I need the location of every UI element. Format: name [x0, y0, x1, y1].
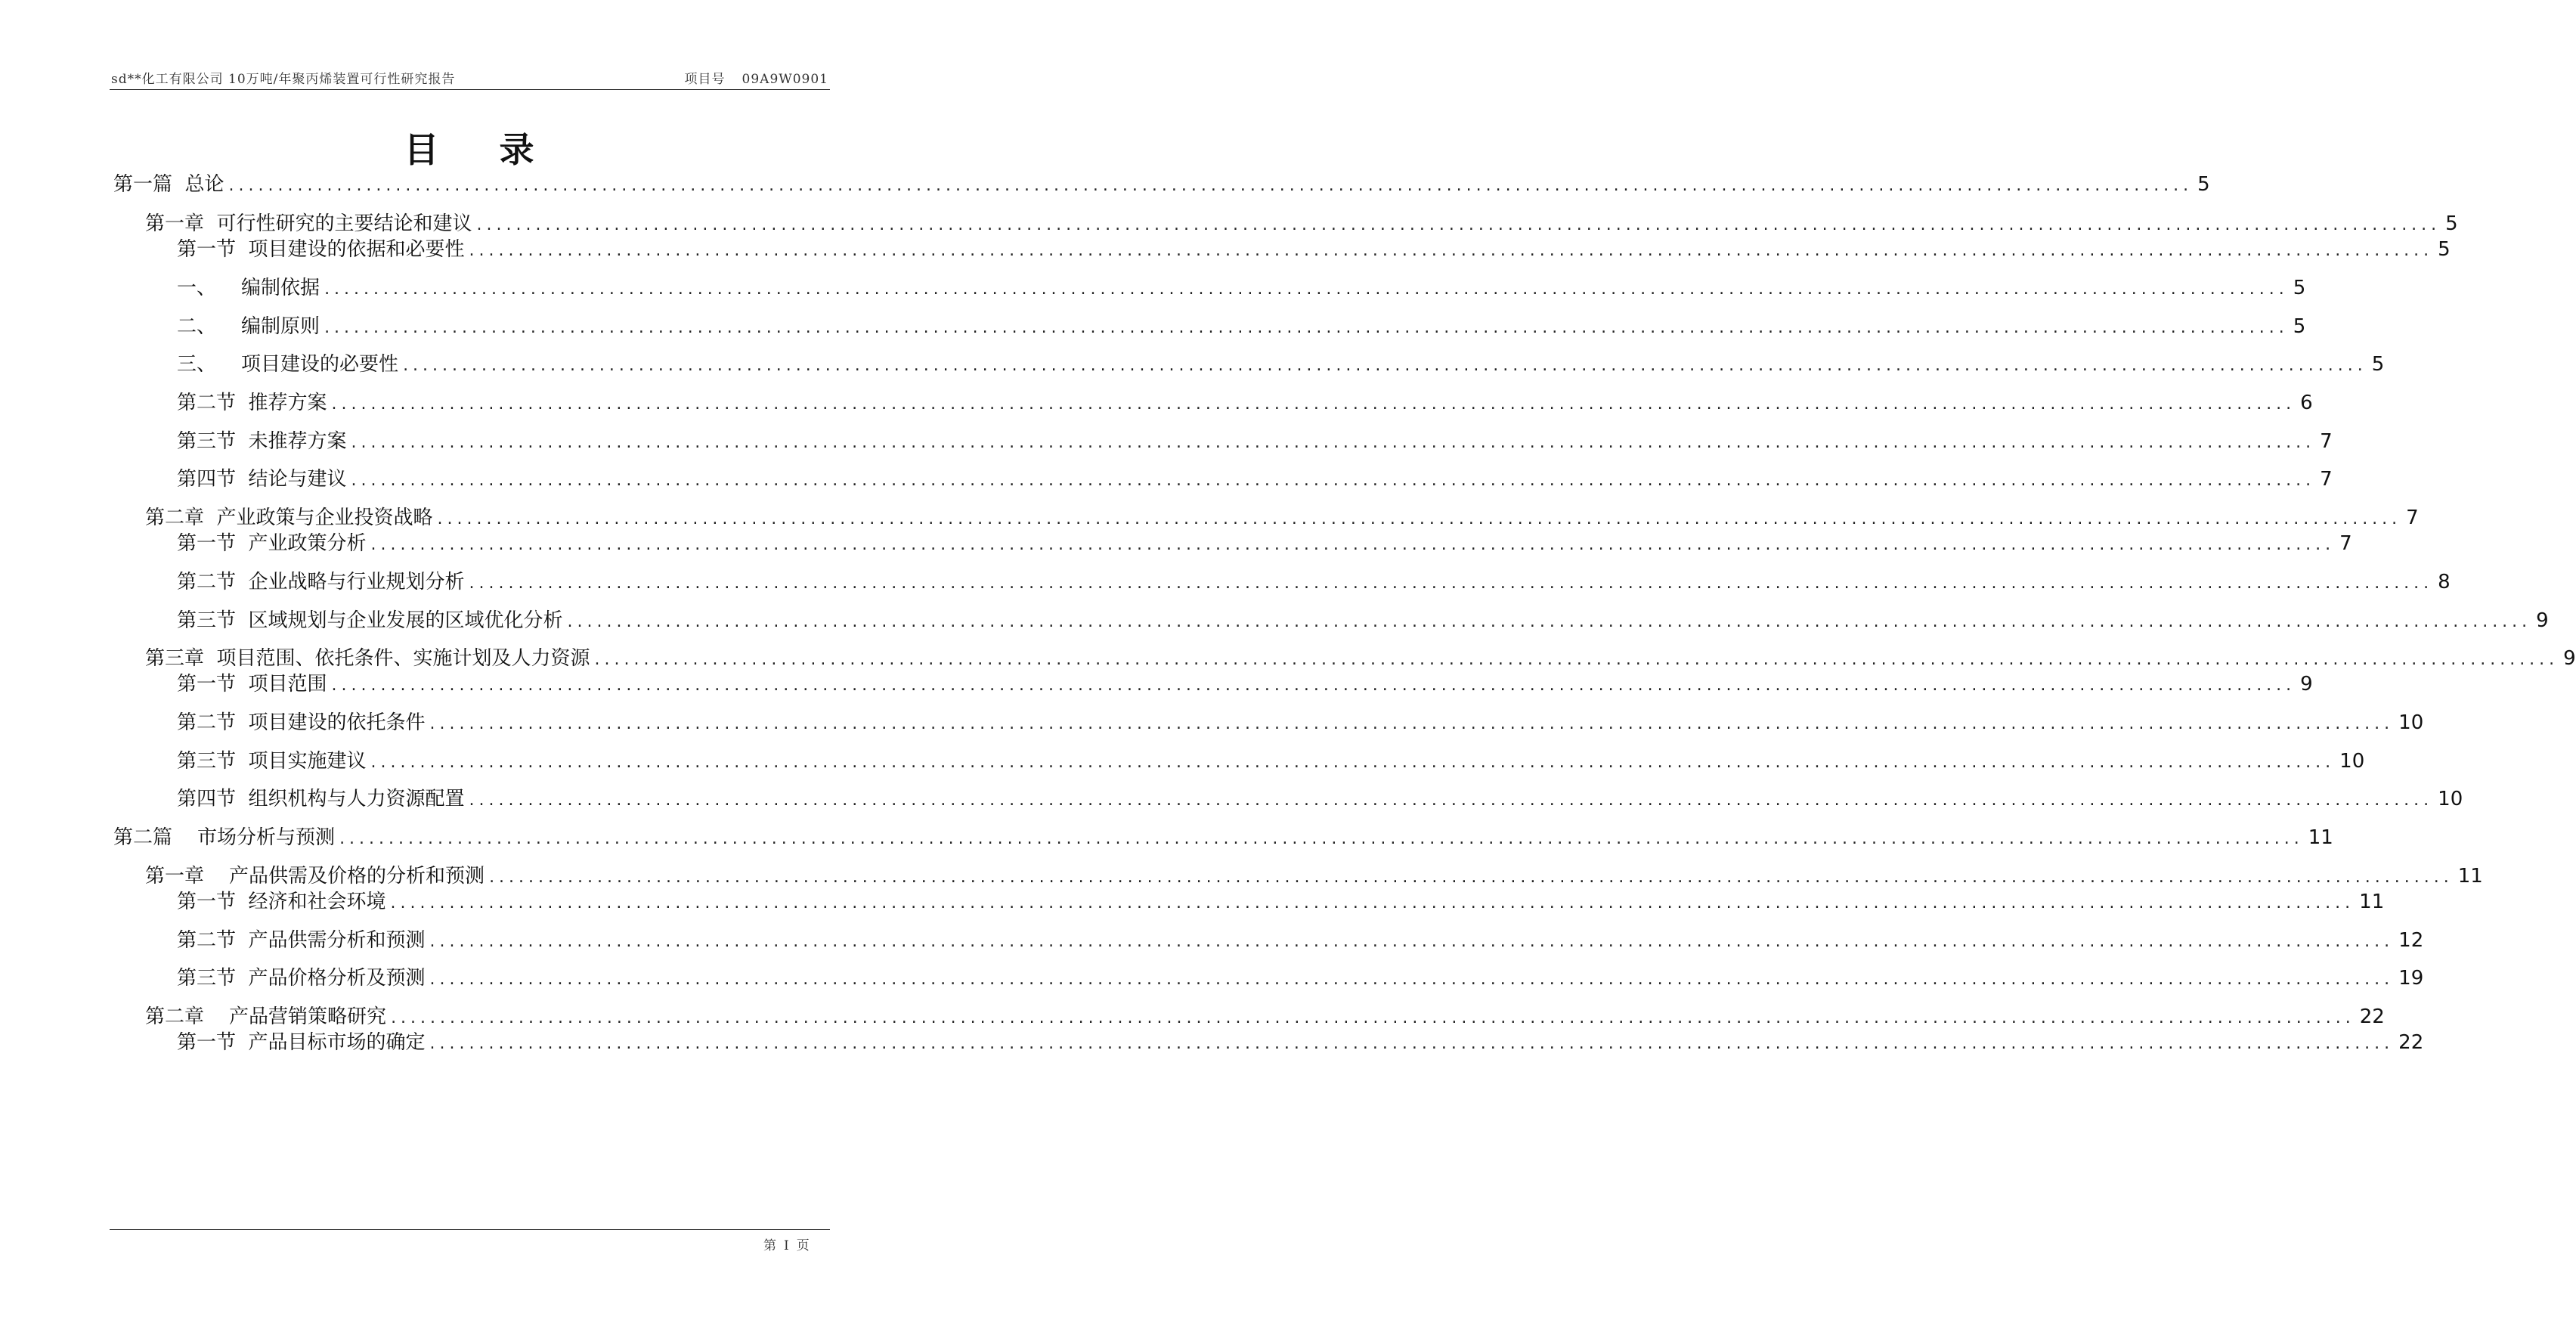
toc-entry-label: 三、 项目建设的必要性	[177, 353, 399, 376]
toc-entry-label: 一、 编制依据	[177, 277, 320, 299]
toc-leader-dots: ........................................................................................................................................................................................................	[331, 676, 2296, 695]
toc-leader-dots: ........................................................................................................................................................................................................	[567, 612, 2532, 631]
toc-entry[interactable]	[145, 864, 2483, 890]
toc-entry[interactable]	[177, 467, 2333, 493]
toc-leader-dots: ........................................................................................................................................................................................................	[324, 280, 2289, 299]
toc-entry-label: 第三节 区域规划与企业发展的区域优化分析	[177, 609, 563, 632]
toc-leader-dots: ........................................................................................................................................................................................................	[351, 471, 2316, 490]
toc-entry[interactable]	[177, 531, 2352, 557]
toc-entry-label: 第二节 项目建设的依托条件	[177, 711, 426, 734]
toc-entry[interactable]	[145, 1005, 2385, 1030]
toc-entry-page: 5	[2438, 238, 2451, 261]
toc-entry-label: 第一节 项目建设的依据和必要性	[177, 238, 465, 261]
toc-leader-dots: ........................................................................................................................................................................................................	[351, 433, 2316, 452]
toc-entry-page: 11	[2359, 891, 2385, 913]
toc-entry-page: 12	[2398, 929, 2424, 952]
toc-leader-dots: ........................................................................................................................................................................................................	[390, 894, 2355, 912]
page-footer	[763, 1235, 810, 1253]
toc-leader-dots: ........................................................................................................................................................................................................	[594, 650, 2559, 669]
toc-entry[interactable]	[177, 787, 2463, 813]
toc-entry-page: 22	[2398, 1031, 2424, 1054]
toc-entry[interactable]	[177, 237, 2451, 263]
toc-leader-dots: ........................................................................................................................................................................................................	[469, 574, 2434, 593]
toc-entry-page: 9	[2300, 673, 2313, 696]
toc-entry[interactable]	[177, 890, 2385, 915]
toc-leader-dots: ........................................................................................................................................................................................................	[429, 714, 2395, 733]
toc-entry-label: 第二节 产品供需分析和预测	[177, 929, 426, 952]
toc-leader-dots: ........................................................................................................................................................................................................	[489, 868, 2454, 887]
toc-entry[interactable]	[177, 711, 2424, 736]
toc-leader-dots: ........................................................................................................................................................................................................	[391, 1008, 2355, 1027]
toc-leader-dots: ........................................................................................................................................................................................................	[370, 535, 2336, 554]
toc-entry-label: 第二节 企业战略与行业规划分析	[177, 571, 465, 593]
toc-entry[interactable]	[177, 314, 2306, 340]
toc-leader-dots: ........................................................................................................................................................................................................	[429, 970, 2395, 989]
toc-entry-label: 第二章 产品营销策略研究	[145, 1005, 387, 1028]
toc-leader-dots: ........................................................................................................................................................................................................	[228, 176, 2194, 195]
toc-entry[interactable]	[113, 172, 2210, 198]
toc-entry[interactable]	[145, 646, 2576, 672]
header-project-no: 09A9W0901	[742, 72, 828, 87]
toc-leader-dots: ........................................................................................................................................................................................................	[403, 356, 2367, 375]
toc-leader-dots: ........................................................................................................................................................................................................	[469, 791, 2434, 810]
toc-leader-dots: ........................................................................................................................................................................................................	[324, 318, 2289, 337]
toc-entry-page: 10	[2339, 750, 2365, 773]
toc-entry-page: 5	[2197, 173, 2210, 196]
toc-entry[interactable]	[177, 352, 2385, 378]
toc-entry-page: 10	[2438, 788, 2463, 810]
toc-entry-page: 5	[2293, 277, 2306, 299]
toc-entry-page: 8	[2438, 571, 2451, 593]
toc-entry[interactable]	[113, 826, 2333, 851]
toc-entry-label: 第四节 结论与建议	[177, 468, 347, 491]
header-project-number	[685, 68, 828, 87]
toc-entry-label: 第一章 可行性研究的主要结论和建议	[145, 212, 472, 235]
toc-entry-page: 22	[2359, 1005, 2385, 1028]
toc-leader-dots: ........................................................................................................................................................................................................	[339, 829, 2304, 848]
toc-entry-page: 6	[2300, 392, 2313, 414]
toc-entry[interactable]	[145, 212, 2458, 237]
toc-entry-label: 第二篇 市场分析与预测	[113, 826, 336, 849]
toc-entry-page: 11	[2308, 826, 2333, 849]
toc-entry-page: 5	[2371, 353, 2385, 376]
toc-entry[interactable]	[177, 1030, 2424, 1056]
toc-entry[interactable]	[177, 928, 2424, 954]
toc-entry-page: 9	[2563, 647, 2576, 670]
page-title: 目录	[404, 129, 595, 170]
toc-entry-label: 第三章 项目范围、依托条件、实施计划及人力资源	[145, 647, 590, 670]
toc-entry[interactable]	[177, 276, 2306, 302]
toc-leader-dots: ........................................................................................................................................................................................................	[476, 215, 2441, 234]
toc-entry-page: 7	[2406, 507, 2419, 529]
toc-entry-label: 第一节 项目范围	[177, 673, 327, 696]
toc-leader-dots: ........................................................................................................................................................................................................	[469, 241, 2434, 260]
toc-leader-dots: ........................................................................................................................................................................................................	[429, 932, 2395, 951]
toc-leader-dots: ........................................................................................................................................................................................................	[429, 1034, 2395, 1053]
toc-entry-label: 二、 编制原则	[177, 315, 320, 338]
footer-divider	[110, 1229, 830, 1230]
toc-entry-page: 19	[2398, 967, 2424, 990]
toc-entry-label: 第三节 项目实施建议	[177, 750, 367, 773]
toc-entry-label: 第一篇 总论	[113, 173, 224, 196]
header-project-label: 项目号	[684, 72, 726, 87]
footer-suffix: 页	[796, 1238, 810, 1253]
toc-entry-page: 7	[2320, 468, 2333, 491]
toc-entry[interactable]	[177, 749, 2365, 775]
footer-page-number: I	[784, 1238, 789, 1253]
toc-entry-label: 第二章 产业政策与企业投资战略	[145, 507, 433, 529]
toc-entry-page: 5	[2445, 212, 2458, 235]
toc-leader-dots: ........................................................................................................................................................................................................	[331, 395, 2296, 414]
toc-entry[interactable]	[177, 609, 2549, 634]
toc-entry-label: 第一节 经济和社会环境	[177, 891, 386, 913]
toc-entry-page: 9	[2536, 609, 2549, 632]
page-header	[110, 68, 830, 90]
toc-entry[interactable]	[177, 429, 2333, 455]
toc-entry-label: 第二节 推荐方案	[177, 392, 327, 414]
footer-prefix: 第	[763, 1238, 776, 1253]
toc-entry[interactable]	[177, 966, 2424, 992]
toc-entry-page: 10	[2398, 711, 2424, 734]
toc-entry-page: 11	[2457, 865, 2483, 888]
toc-entry-label: 第三节 未推荐方案	[177, 430, 347, 453]
toc-entry-page: 7	[2320, 430, 2333, 453]
toc-leader-dots: ........................................................................................................................................................................................................	[437, 510, 2402, 528]
toc-entry-page: 7	[2339, 532, 2352, 555]
toc-entry-label: 第一节 产业政策分析	[177, 532, 367, 555]
toc-entry-label: 第一章 产品供需及价格的分析和预测	[145, 865, 485, 888]
toc-entry[interactable]	[177, 570, 2451, 596]
toc-entry-label: 第四节 组织机构与人力资源配置	[177, 788, 465, 810]
toc-entry-page: 5	[2293, 315, 2306, 338]
toc-entry[interactable]	[145, 506, 2419, 531]
toc-leader-dots: ........................................................................................................................................................................................................	[370, 753, 2336, 772]
toc-entry-label: 第三节 产品价格分析及预测	[177, 967, 426, 990]
toc-entry[interactable]	[177, 391, 2313, 417]
header-document-title: sd**化工有限公司 10万吨/年聚丙烯装置可行性研究报告	[111, 72, 456, 87]
toc-entry[interactable]	[177, 672, 2313, 698]
toc-entry-label: 第一节 产品目标市场的确定	[177, 1031, 426, 1054]
